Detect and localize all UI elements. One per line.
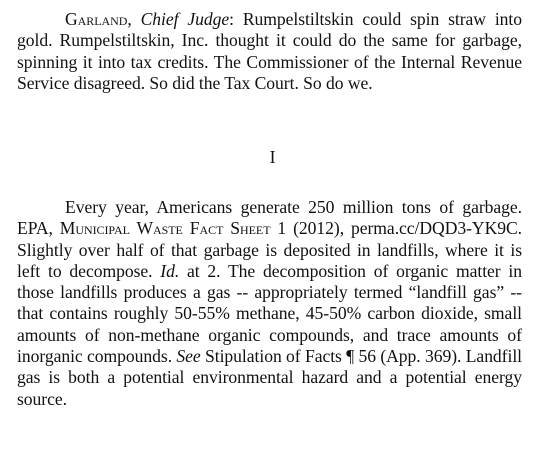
body-text-1: Every year, Americans generate 250 million tons of garbage. EPA,	[17, 197, 522, 239]
judge-name: Garland	[65, 9, 128, 29]
source-title: Municipal Waste Fact Sheet	[59, 218, 271, 239]
opening-text: : Rumpelstiltskin could spin straw into gold. Rumpelstiltskin, Inc. thought it could do the same for garbage, spinning it into tax credits. The Commissioner of the Internal Revenue Service disagreed. So did the Tax Court. So do we.	[17, 9, 523, 93]
see-signal: See	[176, 346, 201, 367]
id-citation: Id.	[160, 260, 180, 281]
body-text-2: 1 (2012), perma.cc/DQD3-YK9C. Slightly over half of that garbage is deposited in landfills, where it is left to decompose.	[17, 218, 523, 281]
judge-title: Chief Judge	[140, 9, 230, 29]
body-text-3: at 2. The decomposition of organic matter in those landfills produces a gas -- appropriately termed “landfill gas” -- that contains roughly 50-55% methane, 45-50% carbon dioxide, small amounts of non-methane organic compounds, and trace amounts of inorganic compounds.	[17, 260, 522, 367]
judge-separator: ,	[127, 9, 141, 29]
body-text-4: Stipulation of Facts ¶ 56 (App. 369). Landfill gas is both a potential environmental hazard and a potential energy source.	[17, 346, 523, 409]
opening-paragraph	[17, 9, 522, 94]
body-paragraph	[17, 197, 522, 410]
section-heading: I	[269, 147, 276, 167]
